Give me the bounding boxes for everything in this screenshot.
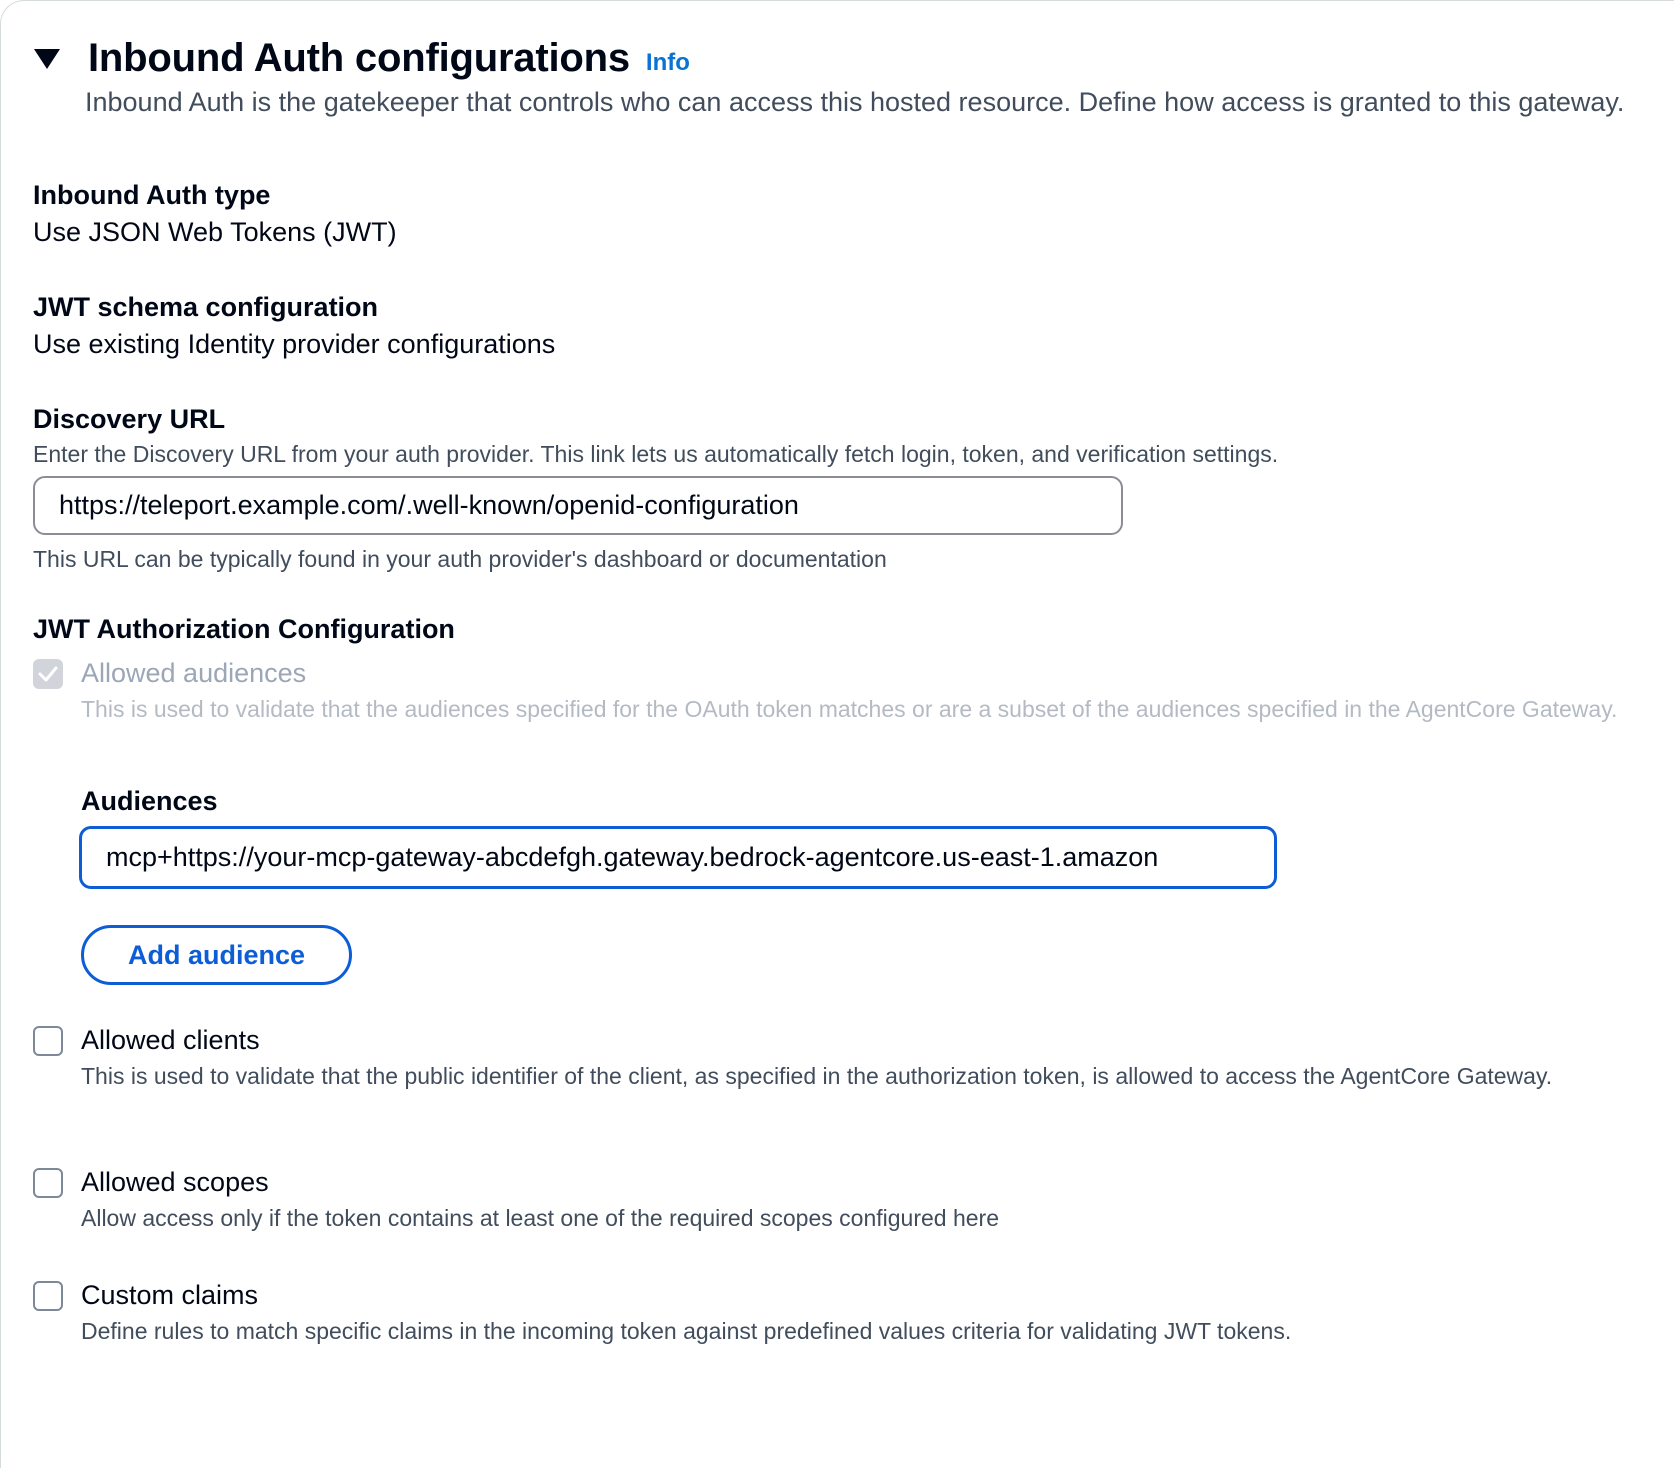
audiences-input[interactable] xyxy=(79,826,1277,889)
section-header xyxy=(34,36,690,81)
add-audience-button[interactable]: Add audience xyxy=(81,925,352,985)
discovery-url-input[interactable] xyxy=(33,476,1123,535)
allowed-clients-description: This is used to validate that the public identifier of the client, as specified in the authorization token, is allowed to access the AgentCore Gateway. xyxy=(81,1063,1553,1089)
audiences-value: mcp+https://your-mcp-gateway-abcdefgh.gateway.bedrock-agentcore.us-east-1.amazon xyxy=(106,842,1159,872)
auth-type-value: Use JSON Web Tokens (JWT) xyxy=(33,217,397,247)
allowed-scopes-label: Allowed scopes xyxy=(81,1167,269,1197)
auth-type-label: Inbound Auth type xyxy=(33,180,271,210)
schema-label: JWT schema configuration xyxy=(33,292,379,322)
discovery-url-label: Discovery URL xyxy=(33,404,226,434)
allowed-scopes-checkbox[interactable] xyxy=(33,1168,63,1198)
custom-claims-checkbox[interactable] xyxy=(33,1281,63,1311)
checkmark-icon xyxy=(38,665,58,683)
collapse-caret-icon[interactable] xyxy=(34,49,60,69)
allowed-audiences-label: Allowed audiences xyxy=(81,658,307,688)
discovery-url-description: Enter the Discovery URL from your auth provider. This link lets us automatically fetch login, token, and verification settings. xyxy=(33,441,1279,467)
section-title: Inbound Auth configurations xyxy=(88,36,630,80)
allowed-audiences-checkbox[interactable] xyxy=(33,659,63,689)
audiences-label: Audiences xyxy=(81,786,218,816)
allowed-scopes-description: Allow access only if the token contains at least one of the required scopes configured here xyxy=(81,1205,999,1231)
discovery-url-value: https://teleport.example.com/.well-known/openid-configuration xyxy=(59,490,799,520)
schema-value: Use existing Identity provider configurations xyxy=(33,329,556,359)
info-link[interactable]: Info xyxy=(645,48,690,76)
allowed-clients-checkbox[interactable] xyxy=(33,1026,63,1056)
allowed-clients-label: Allowed clients xyxy=(81,1025,260,1055)
allowed-audiences-description: This is used to validate that the audiences specified for the OAuth token matches or are a subset of the audiences specified in the AgentCore Gateway. xyxy=(81,696,1618,722)
custom-claims-label: Custom claims xyxy=(81,1280,259,1310)
custom-claims-description: Define rules to match specific claims in the incoming token against predefined values criteria for validating JWT tokens. xyxy=(81,1318,1292,1344)
discovery-url-hint: This URL can be typically found in your auth provider's dashboard or documentation xyxy=(33,546,887,572)
jwt-authorization-label: JWT Authorization Configuration xyxy=(33,614,455,644)
section-description: Inbound Auth is the gatekeeper that controls who can access this hosted resource. Define how access is granted to this gateway. xyxy=(85,87,1625,117)
